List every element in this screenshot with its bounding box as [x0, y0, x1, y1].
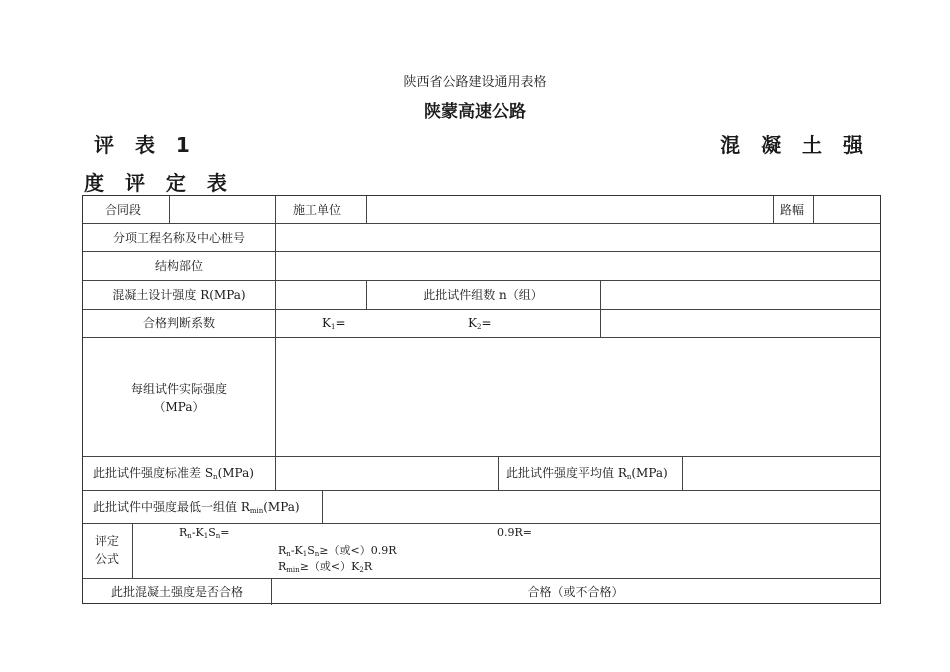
subitem-name-label: 分项工程名称及中心桩号: [112, 231, 245, 245]
formula-line3: $R_{min}\ge$（或$<)K_2R$: [278, 560, 373, 574]
structure-part-label: 结构部位: [154, 259, 203, 273]
mean-strength-label: 此批试件强度平均值 $R_n(MPa)$: [506, 466, 668, 481]
group-count-label: 此批试件组数 n（组）: [423, 288, 543, 302]
actual-strength-unit: （MPa）: [153, 400, 205, 414]
formula-line2: $R_n-K_1S_n\ge$（或<）0.9R: [278, 544, 397, 558]
formula-09r: 0.9R=: [497, 526, 532, 539]
evaluation-table: [82, 195, 881, 604]
project-title: 陕蒙高速公路: [424, 102, 526, 122]
form-number: 评 表 1: [94, 133, 197, 157]
construction-unit-label: 施工单位: [293, 203, 342, 217]
eval-formula-label-line1: 评定: [95, 534, 120, 548]
form-title-part2: 度 评 定 表: [84, 171, 234, 195]
actual-strength-label: 每组试件实际强度: [130, 382, 227, 396]
min-strength-label: 此批试件中强度最低一组值 $R_{min}(MPa)$: [93, 500, 300, 515]
document-caption: 陕西省公路建设通用表格: [403, 75, 547, 90]
k1-field: $K_1=$: [322, 316, 346, 331]
qualified-question-label: 此批混凝土强度是否合格: [110, 585, 243, 599]
qualified-answer: 合格（或不合格）: [527, 585, 624, 599]
formula-line1: $R_n-K_1S_n=$: [179, 526, 230, 540]
design-strength-label: 混凝土设计强度 R(MPa): [112, 288, 246, 302]
form-title-part1: 混 凝 土 强: [720, 133, 870, 157]
contract-section-label: 合同段: [105, 203, 142, 217]
eval-formula-label-line2: 公式: [95, 552, 120, 566]
std-dev-label: 此批试件强度标准差 $S_n(MPa)$: [93, 466, 254, 481]
judgment-coefficient-label: 合格判断系数: [142, 316, 215, 330]
k2-field: $K_2=$: [468, 316, 492, 331]
road-width-label: 路幅: [780, 203, 805, 217]
